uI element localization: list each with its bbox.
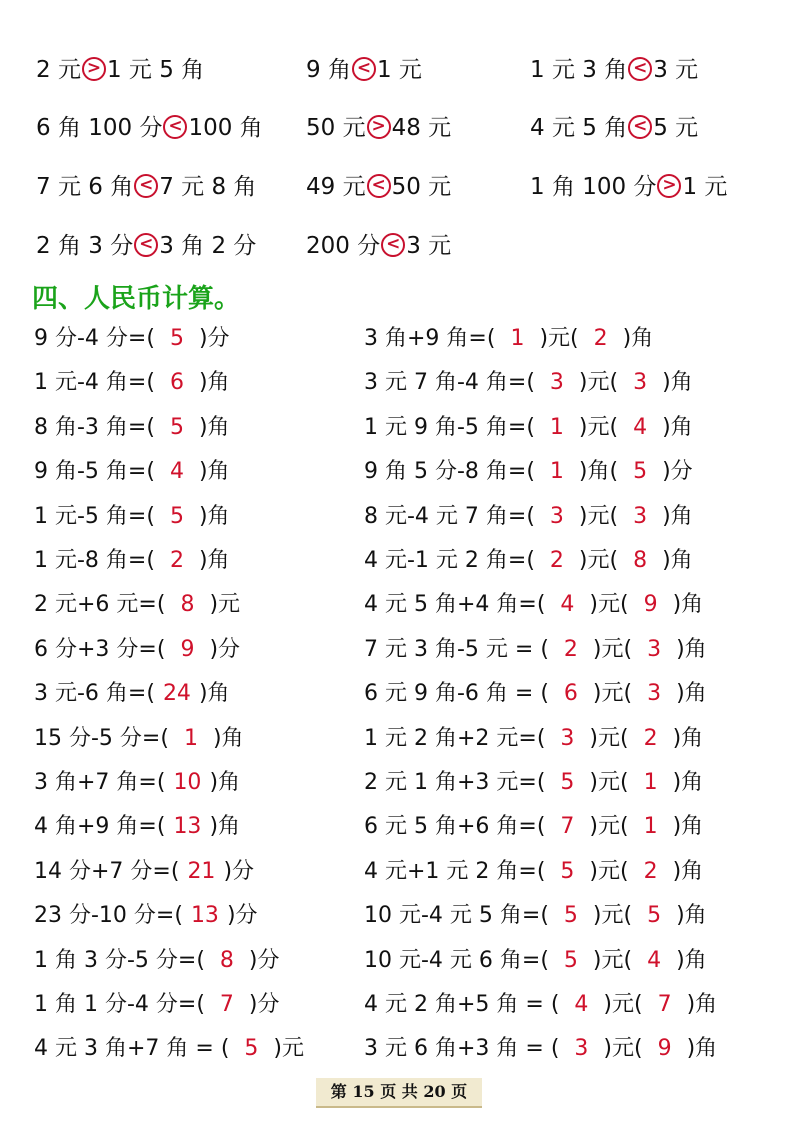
calc-problem bbox=[364, 941, 707, 981]
calc-text: )角 bbox=[672, 592, 704, 618]
calc-problem bbox=[364, 452, 693, 492]
calc-text: )元( bbox=[539, 326, 579, 351]
compare-sign: < bbox=[352, 57, 376, 81]
calc-answer: 1 bbox=[643, 770, 658, 795]
compare-item bbox=[306, 226, 451, 266]
calc-answer: 9 bbox=[180, 636, 195, 662]
compare-item bbox=[36, 167, 256, 207]
calc-text: )分 bbox=[248, 947, 280, 973]
compare-item bbox=[306, 167, 451, 207]
calc-text: )分 bbox=[226, 903, 258, 929]
calc-answer: 4 bbox=[647, 947, 662, 973]
calc-text: )角 bbox=[198, 414, 230, 440]
section-title: 四、人民币计算。 bbox=[32, 284, 241, 314]
calc-text: 8 角-3 角=( bbox=[34, 414, 155, 440]
calc-text: 4 元+1 元 2 角=( bbox=[364, 858, 546, 884]
calc-text: )元( bbox=[589, 592, 629, 618]
calc-row bbox=[0, 674, 800, 714]
calc-answer: 5 bbox=[647, 903, 662, 929]
calc-text: )角 bbox=[686, 992, 718, 1017]
calc-text: 7 元 3 角-5 元 = ( bbox=[364, 636, 549, 662]
calc-text: )元( bbox=[589, 770, 629, 795]
calc-answer: 3 bbox=[633, 503, 648, 529]
calc-text: )元( bbox=[603, 992, 643, 1017]
compare-left: 9 角 bbox=[306, 57, 351, 83]
calc-text: )元( bbox=[592, 903, 633, 929]
calc-answer: 5 bbox=[563, 947, 578, 973]
calc-answer: 5 bbox=[560, 770, 575, 795]
calc-answer: 2 bbox=[169, 548, 184, 573]
calc-answer: 13 bbox=[173, 814, 202, 840]
calc-problem bbox=[364, 852, 703, 892]
calc-text: )元( bbox=[578, 370, 619, 396]
calc-problem bbox=[364, 1029, 717, 1069]
calc-row bbox=[0, 319, 800, 359]
calc-text: 4 元 2 角+5 角 = ( bbox=[364, 992, 560, 1017]
calc-problem bbox=[364, 630, 707, 670]
calc-problem bbox=[364, 585, 703, 625]
calc-answer: 8 bbox=[180, 592, 195, 618]
calc-problem bbox=[34, 1029, 304, 1069]
calc-answer: 1 bbox=[643, 814, 658, 840]
calc-text: 10 元-4 元 5 角=( bbox=[364, 903, 549, 929]
calc-text: )角 bbox=[198, 459, 230, 485]
calc-problem bbox=[34, 408, 230, 448]
compare-right: 5 元 bbox=[653, 115, 699, 141]
compare-sign: < bbox=[134, 174, 158, 198]
compare-right: 48 元 bbox=[391, 115, 452, 141]
calc-text: )角 bbox=[622, 326, 654, 351]
calc-text: )角 bbox=[662, 503, 693, 529]
compare-left: 6 角 100 分 bbox=[36, 115, 163, 141]
calc-text: )元( bbox=[578, 414, 619, 440]
calc-problem bbox=[364, 807, 703, 847]
calc-text: 3 元 7 角-4 角=( bbox=[364, 370, 535, 396]
calc-problem bbox=[34, 852, 254, 892]
compare-right: 50 元 bbox=[391, 174, 452, 200]
calc-row bbox=[0, 1029, 800, 1069]
compare-right: 3 角 2 分 bbox=[159, 233, 257, 259]
calc-text: 9 角-5 角=( bbox=[34, 459, 155, 485]
calc-answer: 5 bbox=[169, 326, 184, 351]
calc-text: )角 bbox=[676, 681, 707, 707]
calc-text: )角 bbox=[676, 636, 707, 662]
compare-left: 4 元 5 角 bbox=[530, 115, 628, 141]
calc-row bbox=[0, 497, 800, 537]
calc-text: )元( bbox=[578, 503, 619, 529]
calc-answer: 2 bbox=[549, 548, 564, 573]
calc-row bbox=[0, 541, 800, 581]
calc-answer: 4 bbox=[574, 992, 589, 1017]
calc-text: 14 分+7 分=( bbox=[34, 858, 180, 884]
calc-text: )角 bbox=[672, 725, 704, 751]
calc-problem bbox=[34, 985, 280, 1025]
calc-text: )元( bbox=[578, 548, 619, 573]
calc-answer: 5 bbox=[563, 903, 578, 929]
calc-text: )角 bbox=[676, 903, 707, 929]
compare-row bbox=[0, 167, 800, 207]
calc-answer: 5 bbox=[169, 414, 184, 440]
calc-problem bbox=[364, 719, 703, 759]
calc-answer: 9 bbox=[657, 1036, 672, 1062]
calc-text: 4 角+9 角=( bbox=[34, 814, 166, 840]
calc-text: )角 bbox=[198, 681, 230, 707]
calc-problem bbox=[34, 585, 240, 625]
compare-left: 49 元 bbox=[306, 174, 366, 200]
calc-answer: 3 bbox=[633, 370, 648, 396]
compare-sign: > bbox=[657, 174, 681, 198]
calc-text: )角 bbox=[686, 1036, 718, 1062]
calc-text: )角 bbox=[662, 548, 693, 573]
compare-left: 1 元 3 角 bbox=[530, 57, 628, 83]
compare-sign: > bbox=[82, 57, 106, 81]
calc-problem bbox=[34, 363, 230, 403]
compare-sign: < bbox=[367, 174, 391, 198]
calc-text: 2 元+6 元=( bbox=[34, 592, 166, 618]
calc-problem bbox=[34, 896, 258, 936]
calc-problem bbox=[34, 497, 230, 537]
compare-left: 7 元 6 角 bbox=[36, 174, 134, 200]
calc-answer: 5 bbox=[169, 503, 184, 529]
calc-answer: 10 bbox=[173, 770, 202, 795]
calc-row bbox=[0, 763, 800, 803]
calc-text: )元( bbox=[603, 1036, 643, 1062]
compare-right: 1 元 bbox=[376, 57, 422, 83]
calc-text: 23 分-10 分=( bbox=[34, 903, 183, 929]
calc-answer: 4 bbox=[633, 414, 648, 440]
calc-text: )元( bbox=[592, 681, 633, 707]
calc-row bbox=[0, 408, 800, 448]
calc-row bbox=[0, 630, 800, 670]
calc-row bbox=[0, 807, 800, 847]
calc-answer: 6 bbox=[563, 681, 578, 707]
calc-text: )元( bbox=[592, 947, 633, 973]
calc-answer: 2 bbox=[643, 725, 658, 751]
calc-text: )元( bbox=[592, 636, 633, 662]
calc-answer: 3 bbox=[647, 681, 662, 707]
compare-sign: < bbox=[628, 115, 652, 139]
calc-text: 1 角 1 分-4 分=( bbox=[34, 992, 205, 1017]
compare-right: 3 元 bbox=[653, 57, 699, 83]
calc-answer: 5 bbox=[560, 858, 575, 884]
calc-text: 4 元 3 角+7 角 = ( bbox=[34, 1036, 230, 1062]
calc-text: )角 bbox=[209, 770, 241, 795]
calc-text: 6 元 5 角+6 角=( bbox=[364, 814, 546, 840]
calc-text: )角( bbox=[578, 459, 619, 485]
calc-text: 1 元-4 角=( bbox=[34, 370, 155, 396]
calc-text: )角 bbox=[198, 548, 230, 573]
calc-text: 8 元-4 元 7 角=( bbox=[364, 503, 535, 529]
compare-row bbox=[0, 226, 800, 266]
calc-row bbox=[0, 852, 800, 892]
compare-left: 1 角 100 分 bbox=[530, 174, 657, 200]
calc-problem bbox=[364, 497, 693, 537]
calc-answer: 5 bbox=[244, 1036, 259, 1062]
calc-answer: 6 bbox=[169, 370, 184, 396]
compare-sign: > bbox=[367, 115, 391, 139]
compare-right: 7 元 8 角 bbox=[159, 174, 257, 200]
calc-problem bbox=[34, 319, 230, 359]
compare-item bbox=[36, 226, 256, 266]
compare-right: 1 元 bbox=[682, 174, 728, 200]
calc-text: )角 bbox=[672, 770, 704, 795]
compare-sign: < bbox=[134, 233, 158, 257]
calc-text: 2 元 1 角+3 元=( bbox=[364, 770, 546, 795]
calc-text: )元 bbox=[273, 1036, 304, 1062]
calc-answer: 1 bbox=[549, 414, 564, 440]
calc-text: 10 元-4 元 6 角=( bbox=[364, 947, 549, 973]
calc-answer: 1 bbox=[510, 326, 525, 351]
calc-text: )元( bbox=[589, 725, 629, 751]
compare-item bbox=[306, 50, 422, 90]
calc-text: )角 bbox=[198, 503, 230, 529]
compare-right: 3 元 bbox=[406, 233, 452, 259]
calc-answer: 3 bbox=[549, 370, 564, 396]
compare-left: 2 元 bbox=[36, 57, 81, 83]
calc-text: 4 元-1 元 2 角=( bbox=[364, 548, 535, 573]
calc-text: 9 角 5 分-8 角=( bbox=[364, 459, 535, 485]
calc-problem bbox=[364, 763, 703, 803]
calc-answer: 8 bbox=[219, 947, 234, 973]
calc-text: )分 bbox=[662, 459, 693, 485]
calc-text: 1 元 9 角-5 角=( bbox=[364, 414, 535, 440]
compare-left: 2 角 3 分 bbox=[36, 233, 134, 259]
calc-text: )元( bbox=[589, 858, 629, 884]
compare-right: 100 角 bbox=[188, 115, 263, 141]
calc-problem bbox=[364, 363, 693, 403]
calc-text: 1 元-5 角=( bbox=[34, 503, 155, 529]
calc-text: 6 分+3 分=( bbox=[34, 636, 166, 662]
compare-row bbox=[0, 108, 800, 148]
calc-problem bbox=[34, 941, 280, 981]
compare-item bbox=[36, 108, 263, 148]
calc-row bbox=[0, 452, 800, 492]
calc-problem bbox=[364, 896, 707, 936]
calc-answer: 3 bbox=[549, 503, 564, 529]
calc-answer: 2 bbox=[643, 858, 658, 884]
calc-text: )角 bbox=[662, 414, 693, 440]
calc-text: )角 bbox=[662, 370, 693, 396]
calc-answer: 13 bbox=[190, 903, 219, 929]
calc-text: )角 bbox=[209, 814, 241, 840]
calc-text: )角 bbox=[212, 725, 244, 751]
calc-problem bbox=[364, 674, 707, 714]
calc-problem bbox=[34, 630, 240, 670]
compare-row bbox=[0, 50, 800, 90]
calc-text: 15 分-5 分=( bbox=[34, 725, 169, 751]
calc-answer: 21 bbox=[187, 858, 216, 884]
calc-answer: 3 bbox=[560, 725, 575, 751]
calc-text: )角 bbox=[198, 370, 230, 396]
calc-text: )分 bbox=[209, 636, 241, 662]
calc-answer: 4 bbox=[169, 459, 184, 485]
compare-left: 50 元 bbox=[306, 115, 366, 141]
page-footer: 第 15 页 共 20 页 bbox=[316, 1078, 482, 1108]
calc-problem bbox=[34, 674, 230, 714]
calc-problem bbox=[364, 408, 693, 448]
compare-item bbox=[530, 108, 698, 148]
calc-text: 4 元 5 角+4 角=( bbox=[364, 592, 546, 618]
compare-item bbox=[530, 167, 727, 207]
calc-text: )元( bbox=[589, 814, 629, 840]
calc-answer: 8 bbox=[633, 548, 648, 573]
calc-answer: 7 bbox=[657, 992, 672, 1017]
calc-text: )角 bbox=[672, 814, 704, 840]
calc-row bbox=[0, 363, 800, 403]
calc-problem bbox=[364, 541, 693, 581]
calc-problem bbox=[364, 985, 717, 1025]
calc-answer: 1 bbox=[549, 459, 564, 485]
calc-answer: 1 bbox=[183, 725, 198, 751]
calc-row bbox=[0, 896, 800, 936]
calc-text: )分 bbox=[198, 326, 230, 351]
compare-item bbox=[36, 50, 204, 90]
calc-text: )角 bbox=[672, 858, 704, 884]
compare-right: 1 元 5 角 bbox=[106, 57, 205, 83]
calc-answer: 3 bbox=[647, 636, 662, 662]
calc-problem bbox=[34, 807, 240, 847]
compare-sign: < bbox=[628, 57, 652, 81]
calc-text: 3 元 6 角+3 角 = ( bbox=[364, 1036, 560, 1062]
calc-answer: 3 bbox=[574, 1036, 589, 1062]
compare-item bbox=[306, 108, 451, 148]
calc-answer: 9 bbox=[643, 592, 658, 618]
calc-text: 1 元-8 角=( bbox=[34, 548, 155, 573]
calc-text: 1 元 2 角+2 元=( bbox=[364, 725, 546, 751]
calc-text: 3 元-6 角=( bbox=[34, 681, 155, 707]
calc-answer: 5 bbox=[633, 459, 648, 485]
compare-item bbox=[530, 50, 698, 90]
calc-text: )分 bbox=[248, 992, 280, 1017]
calc-text: 3 角+7 角=( bbox=[34, 770, 166, 795]
calc-answer: 7 bbox=[560, 814, 575, 840]
calc-text: )元 bbox=[209, 592, 241, 618]
compare-sign: < bbox=[163, 115, 187, 139]
calc-answer: 4 bbox=[560, 592, 575, 618]
calc-answer: 24 bbox=[162, 681, 191, 707]
calc-text: )分 bbox=[223, 858, 255, 884]
calc-problem bbox=[34, 541, 230, 581]
calc-text: 1 角 3 分-5 分=( bbox=[34, 947, 205, 973]
calc-problem bbox=[34, 763, 240, 803]
calc-problem bbox=[364, 319, 653, 359]
calc-row bbox=[0, 719, 800, 759]
calc-answer: 7 bbox=[219, 992, 234, 1017]
calc-problem bbox=[34, 452, 230, 492]
calc-row bbox=[0, 985, 800, 1025]
calc-text: 6 元 9 角-6 角 = ( bbox=[364, 681, 549, 707]
calc-answer: 2 bbox=[593, 326, 608, 351]
calc-row bbox=[0, 941, 800, 981]
calc-text: 3 角+9 角=( bbox=[364, 326, 496, 351]
compare-sign: < bbox=[381, 233, 405, 257]
compare-left: 200 分 bbox=[306, 233, 381, 259]
calc-text: 9 分-4 分=( bbox=[34, 326, 155, 351]
calc-text: )角 bbox=[676, 947, 707, 973]
calc-problem bbox=[34, 719, 244, 759]
calc-row bbox=[0, 585, 800, 625]
calc-answer: 2 bbox=[563, 636, 578, 662]
